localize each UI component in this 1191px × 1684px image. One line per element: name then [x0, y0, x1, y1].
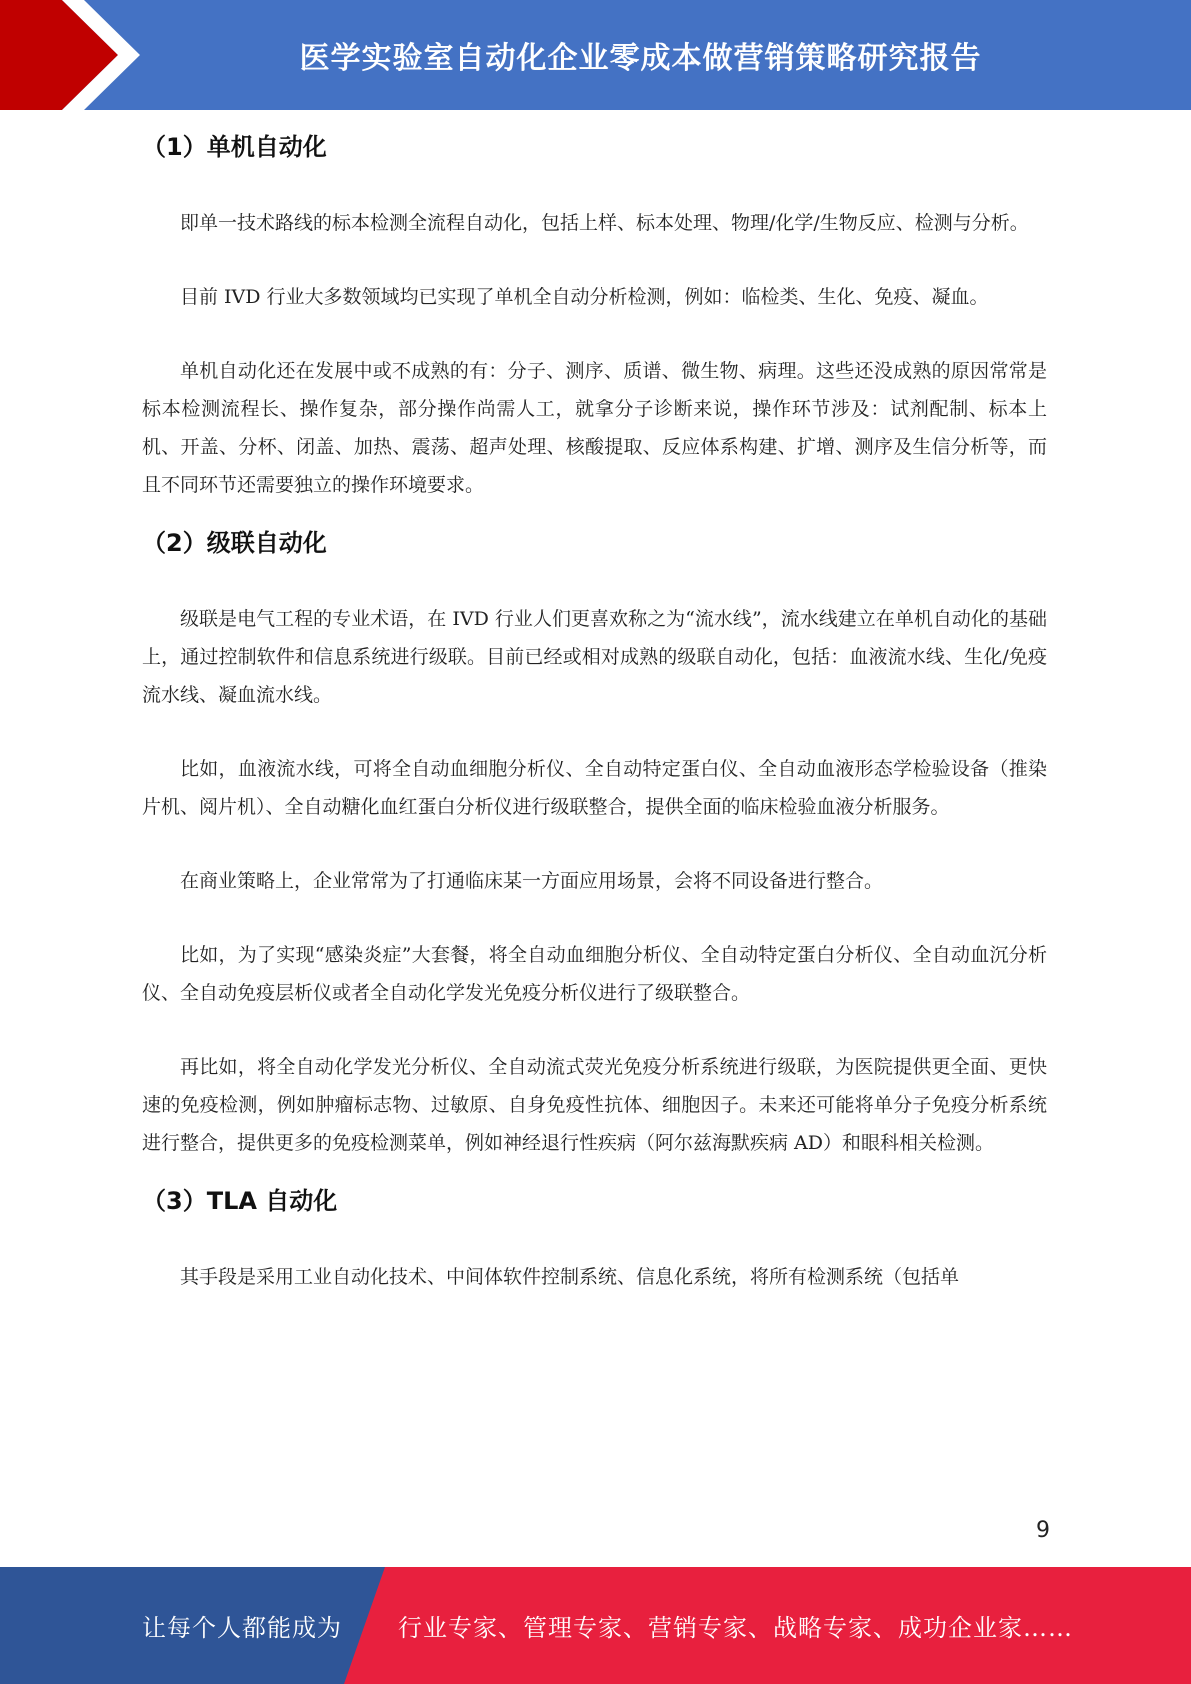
document-title: 医学实验室自动化企业零成本做营销策略研究报告	[299, 41, 982, 76]
paragraph: 再比如，将全自动化学发光分析仪、全自动流式荧光免疫分析系统进行级联，为医院提供更全面、更快速的免疫检测，例如肿瘤标志物、过敏原、自身免疫性抗体、细胞因子。未来还可能将单分子免疫分析系统进行整合，提供更多的免疫检测菜单，例如神经退行性疾病（阿尔兹海默疾病 AD）和眼科相关检测。	[142, 1056, 1047, 1154]
paragraph: 级联是电气工程的专业术语，在 IVD 行业人们更喜欢称之为“流水线”，流水线建立在单机自动化的基础上，通过控制软件和信息系统进行级联。目前已经或相对成熟的级联自动化，包括：血液流水线、生化/免疫流水线、凝血流水线。	[142, 608, 1047, 706]
section-heading: （2）级联自动化	[142, 529, 327, 557]
page-number: 9	[1036, 1518, 1050, 1543]
paragraph: 比如，血液流水线，可将全自动血细胞分析仪、全自动特定蛋白仪、全自动血液形态学检验设备（推染片机、阅片机）、全自动糖化血红蛋白分析仪进行级联整合，提供全面的临床检验血液分析服务。	[142, 758, 1047, 818]
paragraph: 其手段是采用工业自动化技术、中间体软件控制系统、信息化系统，将所有检测系统（包括单	[180, 1266, 960, 1288]
paragraph: 目前 IVD 行业大多数领域均已实现了单机全自动分析检测，例如：临检类、生化、免疫、凝血。	[180, 286, 989, 308]
paragraph: 单机自动化还在发展中或不成熟的有：分子、测序、质谱、微生物、病理。这些还没成熟的原因常常是标本检测流程长、操作复杂，部分操作尚需人工，就拿分子诊断来说，操作环节涉及：试剂配制、标本上机、开盖、分杯、闭盖、加热、震荡、超声处理、核酸提取、反应体系构建、扩增、测序及生信分析等，而且不同环节还需要独立的操作环境要求。	[142, 360, 1047, 496]
paragraph: 比如，为了实现“感染炎症”大套餐，将全自动血细胞分析仪、全自动特定蛋白分析仪、全自动血沉分析仪、全自动免疫层析仪或者全自动化学发光免疫分析仪进行了级联整合。	[142, 944, 1047, 1004]
paragraph: 在商业策略上，企业常常为了打通临床某一方面应用场景，会将不同设备进行整合。	[180, 870, 884, 892]
header-arrow-decoration	[0, 0, 150, 110]
section-heading: （1）单机自动化	[142, 133, 327, 161]
section-tla-automation	[142, 1184, 1047, 1296]
document-body	[142, 110, 1047, 1296]
page-footer	[0, 1567, 1191, 1684]
page-header	[0, 0, 1191, 110]
footer-slogan-left: 让每个人都能成为	[142, 1614, 342, 1642]
section-heading: （3）TLA 自动化	[142, 1187, 338, 1215]
section-standalone-automation	[142, 130, 1047, 504]
paragraph: 即单一技术路线的标本检测全流程自动化，包括上样、标本处理、物理/化学/生物反应、检测与分析。	[180, 212, 1029, 234]
footer-slogan-right: 行业专家、管理专家、营销专家、战略专家、成功企业家……	[398, 1614, 1073, 1642]
section-cascade-automation	[142, 526, 1047, 1162]
